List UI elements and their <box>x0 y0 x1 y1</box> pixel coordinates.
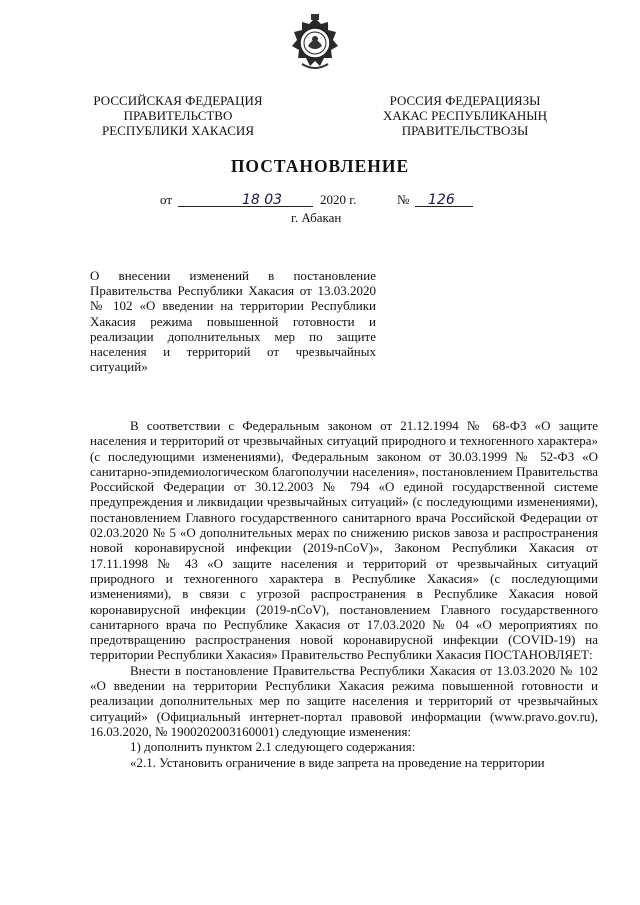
document-subject: О внесении изменений в постановление Правительства Республики Хакасия от 13.03.2020 № 102 «О введении на территории Республики Хакасия режима повышенной готовности и реализации дополнительных мер по защите населения и территорий от чрезвычайных ситуаций» <box>90 268 376 375</box>
number-label: № <box>397 192 410 207</box>
header-left-line: ПРАВИТЕЛЬСТВО <box>123 108 233 123</box>
body-paragraph: Внести в постановление Правительства Республики Хакасия от 13.03.2020 № 102 «О введении на территории Республики Хакасия режима повышенной готовности и реализации дополнительных мер по защите населения и территорий от чрезвычайных ситуаций» (Официальный интернет-портал правовой информации (www.pravo.gov.ru), 16.03.2020, № 1900202003160001) следующие изменения: <box>90 662 598 739</box>
date-number-line <box>160 192 500 210</box>
coat-of-arms-icon <box>288 14 342 72</box>
body-paragraph: 1) дополнить пунктом 2.1 следующего содержания: <box>130 739 416 755</box>
handwritten-number: 126 <box>428 192 455 208</box>
document-title: ПОСТАНОВЛЕНИЕ <box>230 156 410 176</box>
header-right-line: ХАКАС РЕСПУБЛИКАНЫҢ <box>382 108 548 123</box>
document-body <box>90 418 598 770</box>
body-paragraph: «2.1. Установить ограничение в виде запрета на проведение на территории <box>130 754 545 770</box>
header-right-line: ПРАВИТЕЛЬСТВОЗЫ <box>401 123 529 138</box>
city-label: г. Абакан <box>291 210 342 225</box>
header-right <box>365 93 565 138</box>
handwritten-date: 18 03 <box>242 192 283 208</box>
from-label: от <box>160 192 173 207</box>
body-paragraph: В соответствии с Федеральным законом от 21.12.1994 № 68-ФЗ «О защите населения и территорий от чрезвычайных ситуаций природного и техногенного характера» (с последующими изменениями), Федеральным законом от 30.03.1999 № 52-ФЗ «О санитарно-эпидемиологическом благополучии населения», постановлением Правительства Российской Федерации от 30.12.2003 № 794 «О единой государственной системе предупреждения и ликвидации чрезвычайных ситуаций» (с последующими изменениями), постановлением Главного государственного санитарного врача Российской Федерации от 02.03.2020 № 5 «О дополнительных мерах по снижению рисков завоза и распространения новой коронавирусной инфекции (2019-nCoV)», Законом Республики Хакасия от 17.11.1998 № 43 «О защите населения и территорий от чрезвычайных ситуаций природного и техногенного характера в Республике Хакасия» (с последующими изменениями), в связи с угрозой распространения в Республике Хакасия новой коронавирусной инфекции (2019-nCoV), постановлением Главного государственного санитарного врача по Республике Хакасия от 17.03.2020 № 04 «О мероприятиях по предотвращению распространения новой коронавирусной инфекции (COVID-19) на территории Республики Хакасия» Правительство Республики Хакасия ПОСТАНОВЛЯЕТ: <box>90 418 598 663</box>
header-left <box>78 93 278 138</box>
header-left-line: РЕСПУБЛИКИ ХАКАСИЯ <box>101 123 254 138</box>
header-right-line: РОССИЯ ФЕДЕРАЦИЯЗЫ <box>389 93 541 108</box>
year-label: 2020 г. <box>320 192 357 207</box>
header-left-line: РОССИЙСКАЯ ФЕДЕРАЦИЯ <box>93 93 263 108</box>
